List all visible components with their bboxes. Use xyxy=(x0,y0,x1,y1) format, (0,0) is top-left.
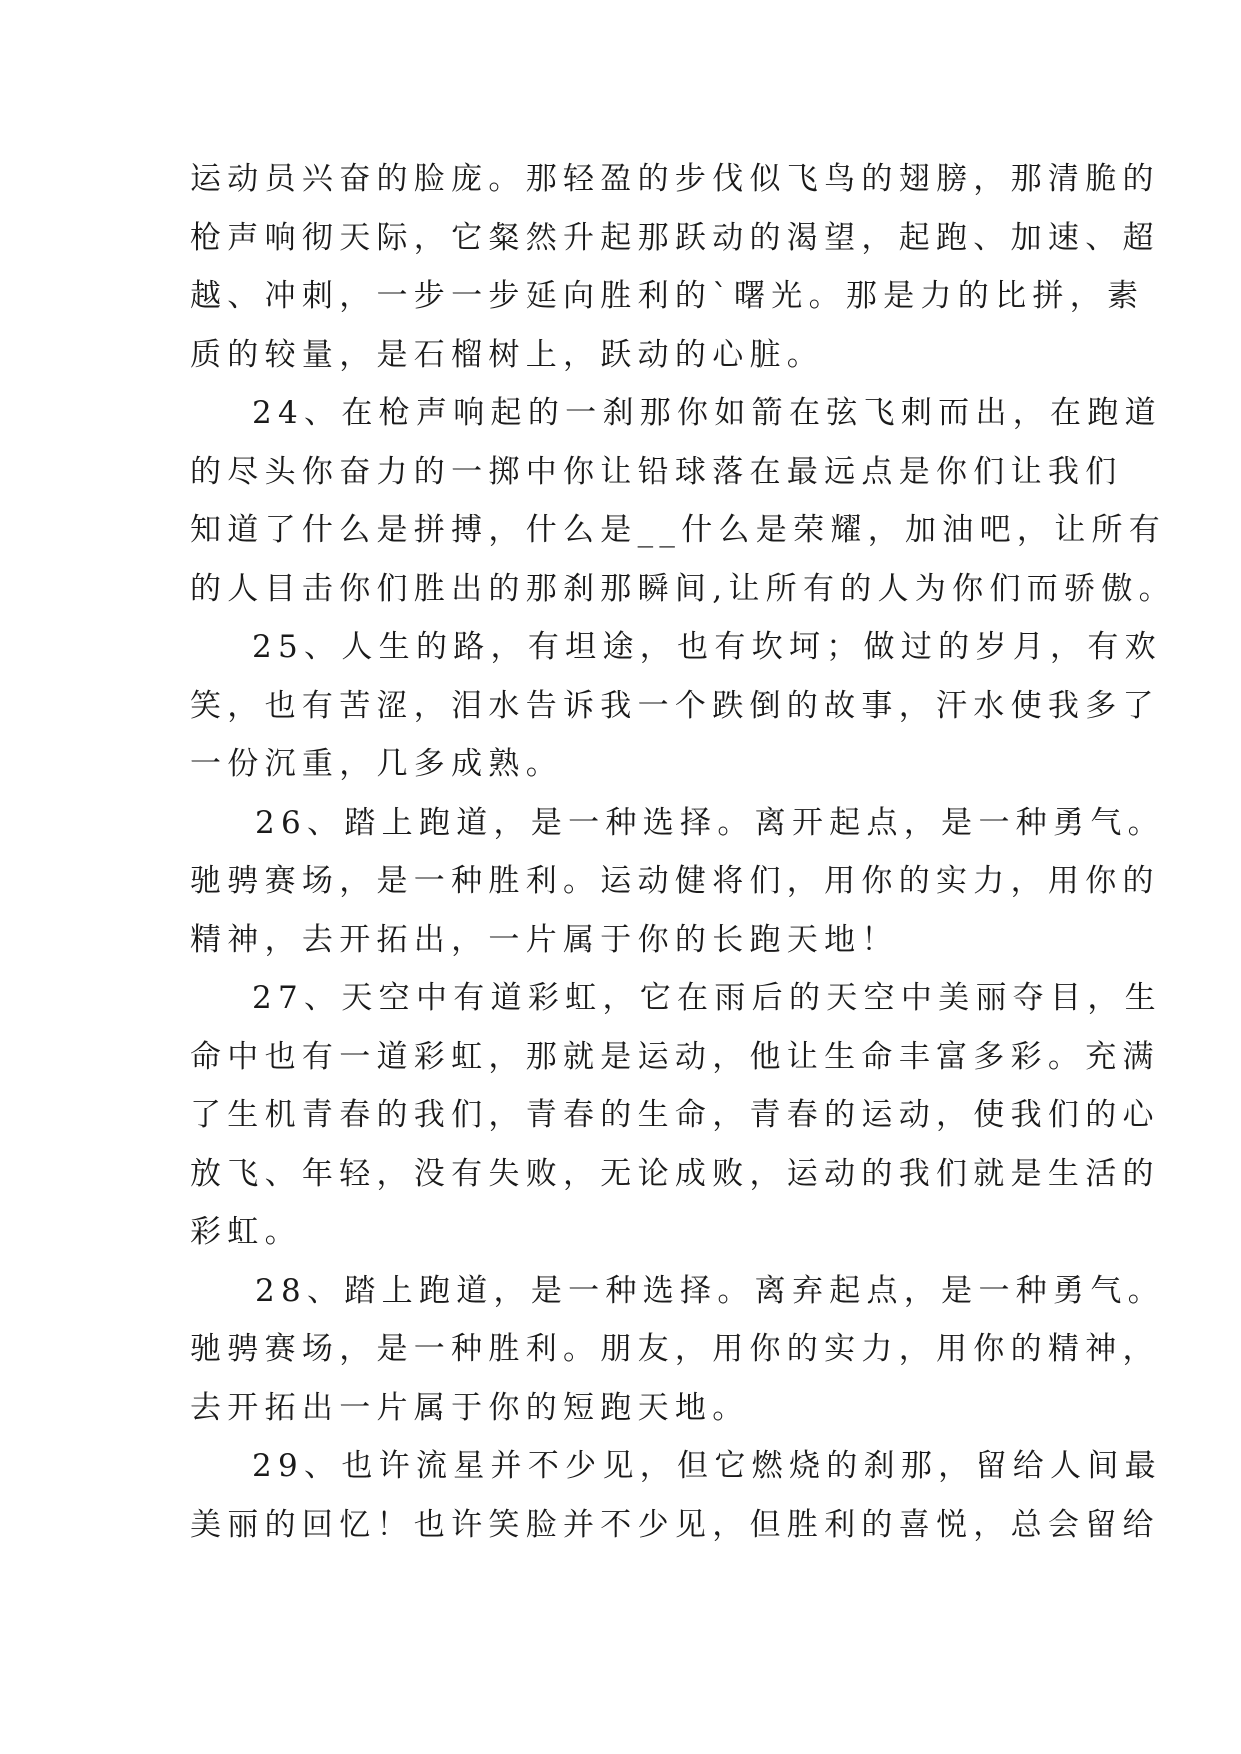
paragraph-28-first-line: 28、踏上跑道，是一种选择。离弃起点，是一种勇气。 xyxy=(255,1272,1165,1309)
text-line: 质的较量，是石榴树上，跃动的心脏。 xyxy=(190,336,825,373)
text-line: 彩虹。 xyxy=(190,1214,302,1250)
text-line: 运动员兴奋的脸庞。那轻盈的步伐似飞鸟的翅膀，那清脆的 xyxy=(190,161,1160,197)
paragraph-26-first-line: 26、踏上跑道，是一种选择。离开起点，是一种勇气。 xyxy=(255,804,1165,841)
text-line: 美丽的回忆！也许笑脸并不少见，但胜利的喜悦，总会留给 xyxy=(190,1506,1160,1543)
paragraph-24-first-line: 24、在枪声响起的一刹那你如箭在弦飞刺而出，在跑道 xyxy=(252,395,1162,431)
paragraph-27-first-line: 27、天空中有道彩虹，它在雨后的天空中美丽夺目，生 xyxy=(252,980,1162,1016)
text-line: 了生机青春的我们，青春的生命，青春的运动，使我们的心 xyxy=(190,1097,1160,1133)
text-line: 命中也有一道彩虹，那就是运动，他让生命丰富多彩。充满 xyxy=(190,1038,1160,1075)
text-line: 的尽头你奋力的一掷中你让铅球落在最远点是你们让我们 xyxy=(190,453,1123,490)
text-line: 一份沉重，几多成熟。 xyxy=(190,746,563,782)
text-line: 放飞、年轻，没有失败，无论成败，运动的我们就是生活的 xyxy=(190,1155,1160,1192)
text-line: 精神，去开拓出，一片属于你的长跑天地！ xyxy=(190,921,899,958)
document-body xyxy=(190,150,1176,1554)
text-line: 的人目击你们胜出的那刹那瞬间,让所有的人为你们而骄傲。 xyxy=(190,570,1176,607)
text-line: 枪声响彻天际，它粲然升起那跃动的渴望，起跑、加速、超 xyxy=(190,219,1160,256)
paragraph-29-first-line: 29、也许流星并不少见，但它燃烧的刹那，留给人间最 xyxy=(252,1448,1162,1484)
text-line: 去开拓出一片属于你的短跑天地。 xyxy=(190,1389,750,1426)
text-line: 越、冲刺，一步一步延向胜利的`曙光。那是力的比拼，素 xyxy=(190,278,1145,314)
text-line: 笑，也有苦涩，泪水告诉我一个跌倒的故事，汗水使我多了 xyxy=(190,687,1160,724)
text-line: 驰骋赛场，是一种胜利。运动健将们，用你的实力，用你的 xyxy=(190,863,1160,899)
text-line: 驰骋赛场，是一种胜利。朋友，用你的实力，用你的精神， xyxy=(190,1331,1160,1367)
text-line: 知道了什么是拼搏，什么是__什么是荣耀，加油吧，让所有 xyxy=(190,512,1167,548)
paragraph-25-first-line: 25、人生的路，有坦途，也有坎坷；做过的岁月，有欢 xyxy=(252,629,1162,665)
